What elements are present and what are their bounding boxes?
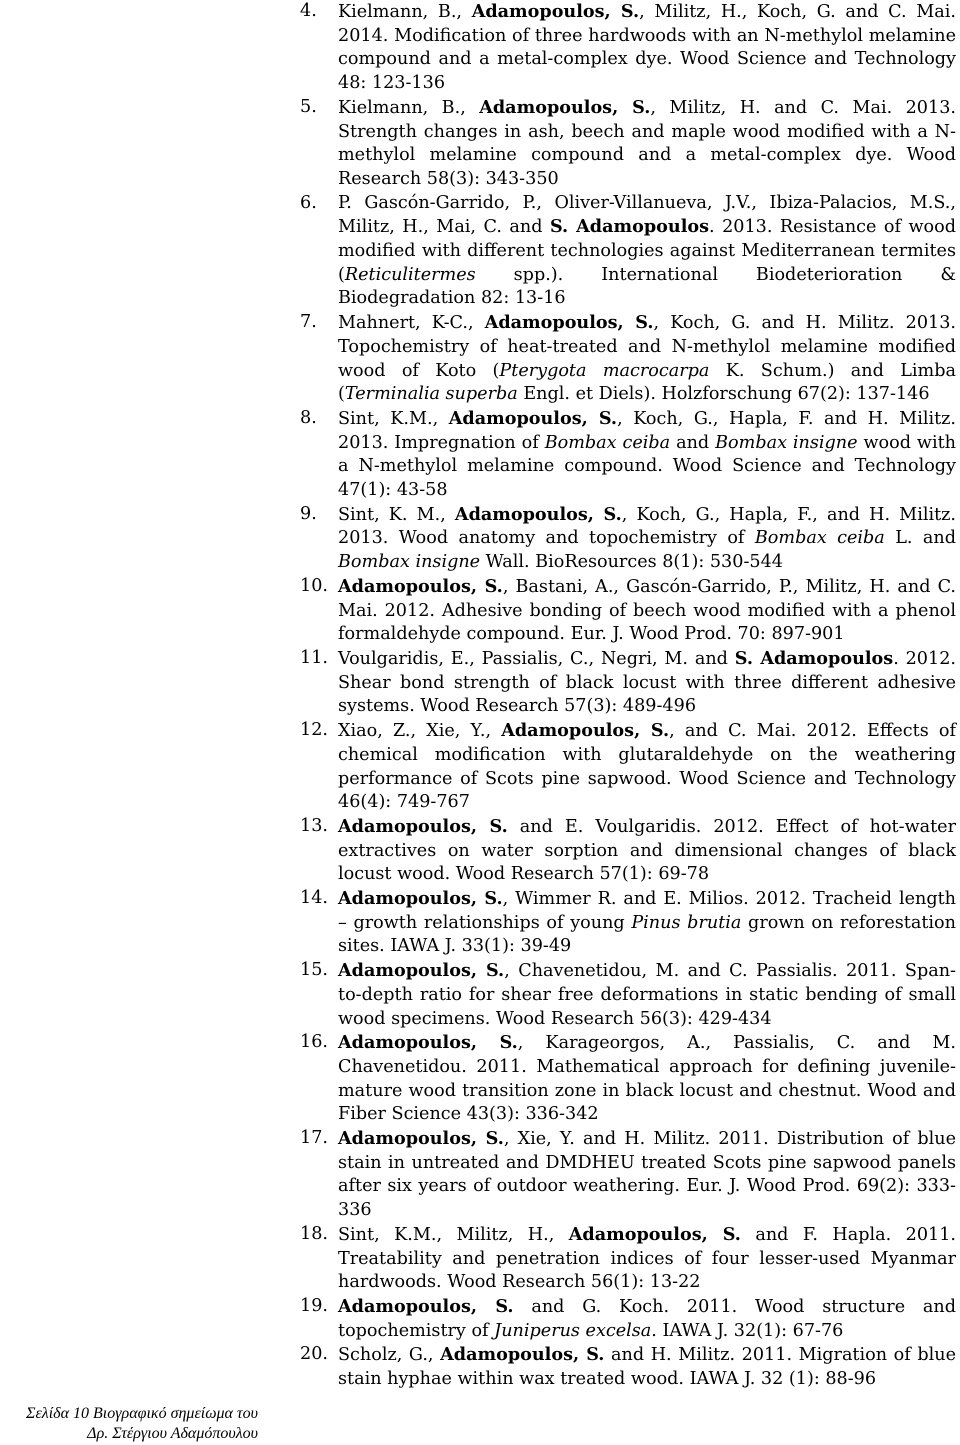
species-name: Bombax ceiba	[754, 528, 885, 549]
author-highlight: Adamopoulos, S.	[338, 1032, 518, 1054]
citation-text: Wall. BioResources 8(1): 530-544	[480, 552, 783, 573]
author-highlight: Adamopoulos, S.	[338, 1128, 504, 1150]
reference-item	[300, 1295, 956, 1343]
reference-number: 9.	[300, 503, 317, 524]
author-highlight: Adamopoulos, S.	[338, 1295, 514, 1317]
reference-number: 6.	[300, 192, 317, 213]
reference-number: 5.	[300, 96, 317, 117]
citation-text: , Chavenetidou, M. and C. Passialis. 2011. Span-to-depth ratio for shear free deformations in static bending of small wood specimens. Wood Research 56(3): 429-434	[338, 961, 957, 1029]
citation-text: P. Gascón-Garrido, P., Oliver-Villanueva, J.V., Ibiza-Palacios, M.S., Militz, H., Mai, C. and	[338, 192, 956, 238]
reference-item	[300, 1127, 956, 1223]
author-highlight: Adamopoulos, S.	[338, 888, 503, 910]
reference-item	[300, 407, 956, 503]
author-highlight: Adamopoulos, S.	[471, 1, 640, 22]
reference-text	[338, 407, 956, 503]
citation-text: Kielmann, B.,	[338, 2, 472, 22]
author-highlight: Adamopoulos, S.	[501, 720, 670, 742]
citation-text: Xiao, Z., Xie, Y.,	[338, 721, 502, 742]
species-name: Pinus brutia	[631, 912, 742, 933]
reference-item	[300, 1031, 956, 1127]
reference-item	[300, 815, 956, 887]
reference-item	[300, 887, 956, 959]
reference-number: 15.	[300, 960, 328, 981]
citation-text: , Karageorgos, A., Passialis, C. and M. Chavenetidou. 2011. Mathematical approach for defining juvenile-mature wood transition zone in black locust and chestnut. Wood and Fiber Science 43(3): 336-342	[338, 1033, 956, 1125]
reference-list	[300, 0, 956, 1392]
author-highlight: Adamopoulos, S.	[484, 312, 654, 334]
species-name: Reticulitermes	[344, 264, 476, 285]
reference-text	[338, 1343, 956, 1391]
citation-text: L. and	[884, 528, 957, 549]
author-highlight: S. Adamopoulos	[734, 647, 894, 669]
reference-number: 16.	[300, 1032, 328, 1053]
citation-text: , Koch, G. and H. Militz. 2013. Topochemistry of heat-treated and N-methylol melamine modified wood of Koto (	[338, 313, 956, 381]
citation-text: . 2012. Shear bond strength of black locust with three different adhesive systems. Wood Research 57(3): 489-496	[338, 648, 956, 717]
citation-text: , Militz, H. and C. Mai. 2013. Strength changes in ash, beech and maple wood modified with a N-methylol melamine compound and a metal-complex dye. Wood Research 58(3): 343-350	[338, 97, 956, 189]
reference-text	[338, 1127, 956, 1223]
reference-number: 7.	[300, 312, 317, 333]
reference-number: 20.	[300, 1344, 328, 1365]
citation-text: Sint, K.M.,	[338, 408, 449, 429]
citation-text: and	[670, 432, 716, 453]
reference-text	[338, 575, 956, 647]
citation-text: , Bastani, A., Gascón-Garrido, P., Militz, H. and C. Mai. 2012. Adhesive bonding of beech wood modified with a phenol formaldehyde compound. Eur. J. Wood Prod. 70: 897-901	[338, 576, 956, 645]
citation-text: Voulgaridis, E., Passialis, C., Negri, M. and	[338, 648, 735, 669]
reference-text	[338, 503, 956, 575]
citation-text: Mahnert, K-C.,	[338, 313, 485, 334]
reference-text	[338, 1223, 956, 1295]
author-highlight: Adamopoulos, S.	[448, 407, 618, 429]
citation-text: , Xie, Y. and H. Militz. 2011. Distribution of blue stain in untreated and DMDHEU treated Scots pine sapwood panels after six years of outdoor weathering. Eur. J. Wood Prod. 69(2): 333-336	[338, 1129, 956, 1221]
footer-page-label: Σελίδα 10 Βιογραφικό σημείωμα του	[25, 1405, 258, 1422]
reference-item	[300, 0, 956, 96]
citation-text: Sint, K. M.,	[338, 504, 455, 525]
reference-item	[300, 503, 956, 575]
reference-number: 19.	[300, 1295, 328, 1316]
reference-item	[300, 192, 956, 312]
citation-text: Sint, K.M., Militz, H.,	[338, 1224, 569, 1245]
reference-text	[338, 959, 956, 1031]
citation-text: Scholz, G.,	[338, 1345, 441, 1366]
reference-text	[338, 1031, 956, 1127]
reference-text	[338, 96, 956, 192]
footer-author-name: Δρ. Στέργιου Αδαμόπουλου	[87, 1425, 258, 1442]
citation-text: spp.). International Biodeterioration & Biodegradation 82: 13-16	[338, 264, 956, 309]
citation-text: and E. Voulgaridis. 2012. Effect of hot-water extractives on water sorption and dimensional changes of black locust wood. Wood Research 57(1): 69-78	[338, 816, 957, 885]
citation-text: K. Schum.) and Limba (	[338, 360, 956, 405]
reference-number: 13.	[300, 815, 328, 836]
citation-text: and F. Hapla. 2011. Treatability and penetration indices of four lesser-used Myanmar hardwoods. Wood Research 56(1): 13-22	[338, 1224, 957, 1293]
species-name: Bombax insigne	[338, 552, 481, 573]
citation-text: , Koch, G., Hapla, F. and H. Militz. 2013. Impregnation of	[338, 408, 957, 453]
species-name: Bombax insigne	[715, 432, 858, 453]
reference-text	[338, 311, 956, 407]
reference-number: 12.	[300, 720, 328, 741]
citation-text: . 2013. Resistance of wood modified with different technologies against Mediterranean termites (	[338, 217, 956, 285]
citation-text: wood with a N-methylol melamine compound. Wood Science and Technology 47(1): 43-58	[338, 432, 957, 501]
reference-text	[338, 0, 956, 96]
citation-text: Engl. et Diels). Holzforschung 67(2): 137-146	[517, 384, 930, 405]
citation-text: , Militz, H., Koch, G. and C. Mai. 2014. Modification of three hardwoods with an N-methylol melamine compound and a metal-complex dye. Wood Science and Technology 48: 123-136	[338, 2, 956, 94]
reference-item	[300, 575, 956, 647]
author-highlight: Adamopoulos, S.	[454, 503, 622, 525]
author-highlight: Adamopoulos, S.	[338, 960, 505, 982]
reference-item	[300, 647, 956, 719]
species-name: Pterygota macrocarpa	[499, 360, 710, 381]
reference-number: 10.	[300, 575, 328, 596]
citation-text: . IAWA J. 32(1): 67-76	[651, 1320, 844, 1341]
author-highlight: Adamopoulos, S.	[338, 575, 503, 597]
reference-text	[338, 719, 956, 815]
reference-item	[300, 719, 956, 815]
reference-text	[338, 192, 956, 312]
citation-text: Kielmann, B.,	[338, 97, 480, 118]
citation-text: and G. Koch. 2011. Wood structure and topochemistry of	[338, 1296, 957, 1341]
reference-number: 11.	[300, 647, 328, 668]
page-footer	[0, 1404, 258, 1444]
reference-item	[300, 959, 956, 1031]
reference-item	[300, 1223, 956, 1295]
reference-number: 4.	[300, 1, 317, 21]
reference-text	[338, 887, 956, 959]
citation-text: , and C. Mai. 2012. Effects of chemical modification with glutaraldehyde on the weathering performance of Scots pine sapwood. Wood Science and Technology 46(4): 749-767	[338, 721, 957, 813]
reference-item	[300, 311, 956, 407]
species-name: Juniperus excelsa	[494, 1320, 652, 1341]
author-highlight: Adamopoulos, S.	[440, 1344, 605, 1366]
reference-text	[338, 815, 956, 887]
author-highlight: Adamopoulos, S.	[479, 96, 651, 118]
reference-number: 17.	[300, 1128, 328, 1149]
author-highlight: Adamopoulos, S.	[568, 1223, 741, 1245]
citation-text: grown on reforestation sites. IAWA J. 33(1): 39-49	[338, 912, 956, 957]
species-name: Bombax ceiba	[544, 432, 671, 453]
reference-number: 14.	[300, 888, 328, 909]
citation-text: , Koch, G., Hapla, F., and H. Militz. 2013. Wood anatomy and topochemistry of	[338, 504, 957, 549]
author-highlight: S. Adamopoulos	[549, 216, 710, 238]
citation-text: , Wimmer R. and E. Milios. 2012. Tracheid length – growth relationships of young	[338, 889, 956, 933]
species-name: Terminalia superba	[344, 384, 518, 405]
reference-item	[300, 96, 956, 192]
reference-item	[300, 1343, 956, 1391]
author-highlight: Adamopoulos, S.	[338, 815, 508, 837]
reference-number: 8.	[300, 407, 317, 428]
reference-number: 18.	[300, 1223, 328, 1244]
reference-text	[338, 1295, 956, 1343]
citation-text: and H. Militz. 2011. Migration of blue stain hyphae within wax treated wood. IAWA J. 32 (1): 88-96	[338, 1345, 956, 1390]
reference-text	[338, 647, 956, 719]
